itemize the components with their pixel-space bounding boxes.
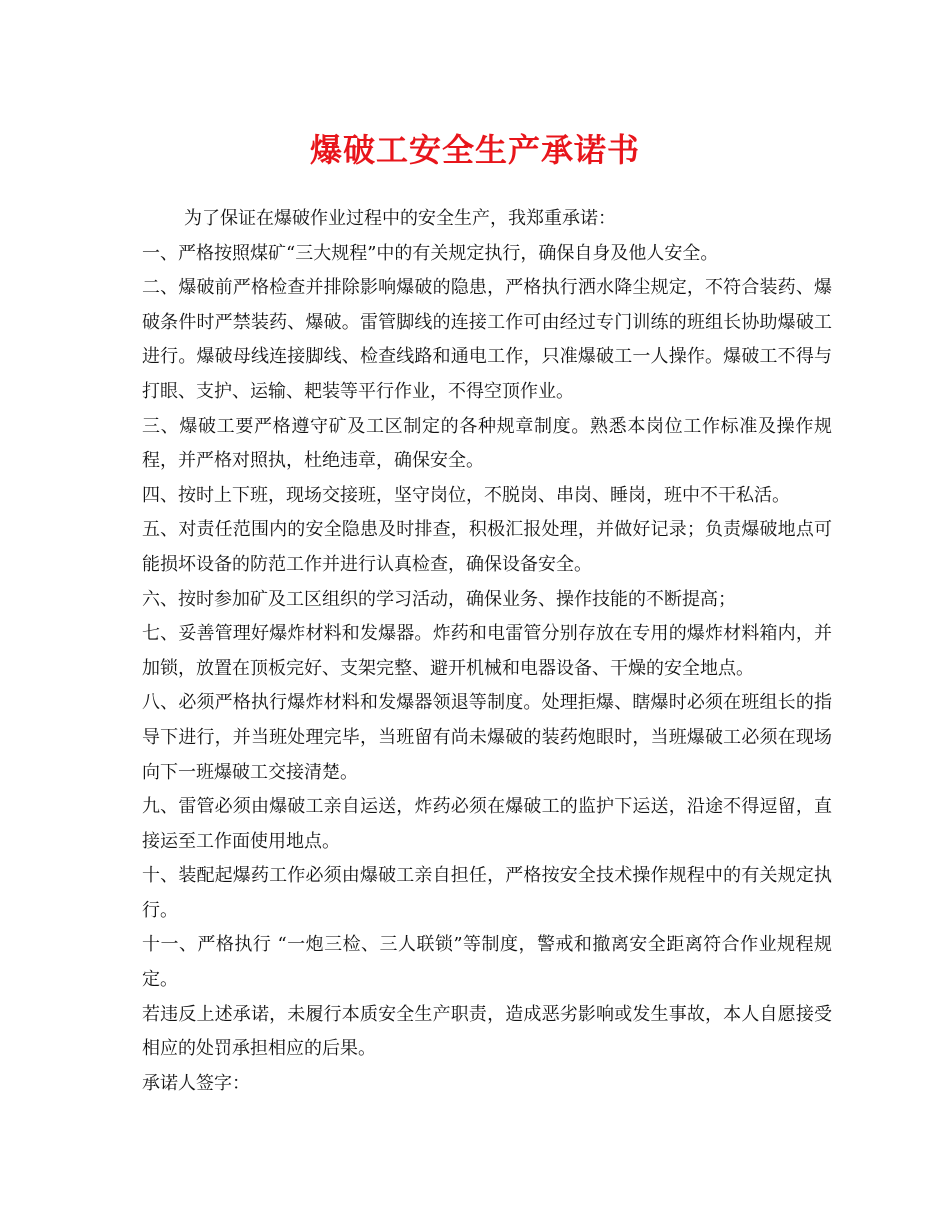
commitment-item-4: 四、按时上下班，现场交接班，坚守岗位，不脱岗、串岗、睡岗，班中不干私活。 bbox=[142, 484, 790, 506]
commitment-item-2: 二、爆破前严格检查并排除影响爆破的隐患，严格执行洒水降尘规定，不符合装药、爆破条件时严禁装药、爆破。雷管脚线的连接工作可由经过专门训练的班组长协助爆破工进行。爆破母线连接脚线、检查线路和通电工作，只准爆破工一人操作。爆破工不得与打眼、支护、运输、耙装等平行作业，不得空顶作业。 bbox=[142, 277, 832, 402]
commitment-item-8: 八、必须严格执行爆炸材料和发爆器领退等制度。处理拒爆、瞎爆时必须在班组长的指导下进行，并当班处理完毕，当班留有尚未爆破的装药炮眼时，当班爆破工必须在现场向下一班爆破工交接清楚。 bbox=[142, 692, 832, 783]
commitment-item-11: 十一、严格执行 “一炮三检、三人联锁”等制度，警戒和撤离安全距离符合作业规程规定。 bbox=[142, 934, 832, 991]
commitment-item-9: 九、雷管必须由爆破工亲自运送，炸药必须在爆破工的监护下运送，沿途不得逗留，直接运至工作面使用地点。 bbox=[142, 796, 832, 852]
commitment-item-10: 十、装配起爆药工作必须由爆破工亲自担任，严格按安全技术操作规程中的有关规定执行。 bbox=[142, 865, 832, 921]
commitment-item-5: 五、对责任范围内的安全隐患及时排查，积极汇报处理，并做好记录；负责爆破地点可能损坏设备的防范工作并进行认真检查，确保设备安全。 bbox=[142, 519, 832, 575]
signature-label: 承诺人签字： bbox=[142, 1072, 250, 1094]
document-body bbox=[142, 202, 832, 1101]
commitment-item-7: 七、妥善管理好爆炸材料和发爆器。炸药和电雷管分别存放在专用的爆炸材料箱内，并加锁，放置在顶板完好、支架完整、避开机械和电器设备、干燥的安全地点。 bbox=[142, 623, 832, 679]
closing-paragraph: 若违反上述承诺，未履行本质安全生产职责，造成恶劣影响或发生事故，本人自愿接受相应的处罚承担相应的后果。 bbox=[142, 1003, 832, 1060]
commitment-item-3: 三、爆破工要严格遵守矿及工区制定的各种规章制度。熟悉本岗位工作标准及操作规程，并严格对照执，杜绝违章，确保安全。 bbox=[142, 415, 832, 472]
commitment-item-6: 六、按时参加矿及工区组织的学习活动，确保业务、操作技能的不断提高； bbox=[142, 588, 736, 610]
commitment-item-1: 一、严格按照煤矿“三大规程”中的有关规定执行，确保自身及他人安全。 bbox=[142, 242, 719, 264]
intro-paragraph: 为了保证在爆破作业过程中的安全生产，我郑重承诺： bbox=[184, 208, 616, 229]
document-title: 爆破工安全生产承诺书 bbox=[309, 131, 640, 169]
